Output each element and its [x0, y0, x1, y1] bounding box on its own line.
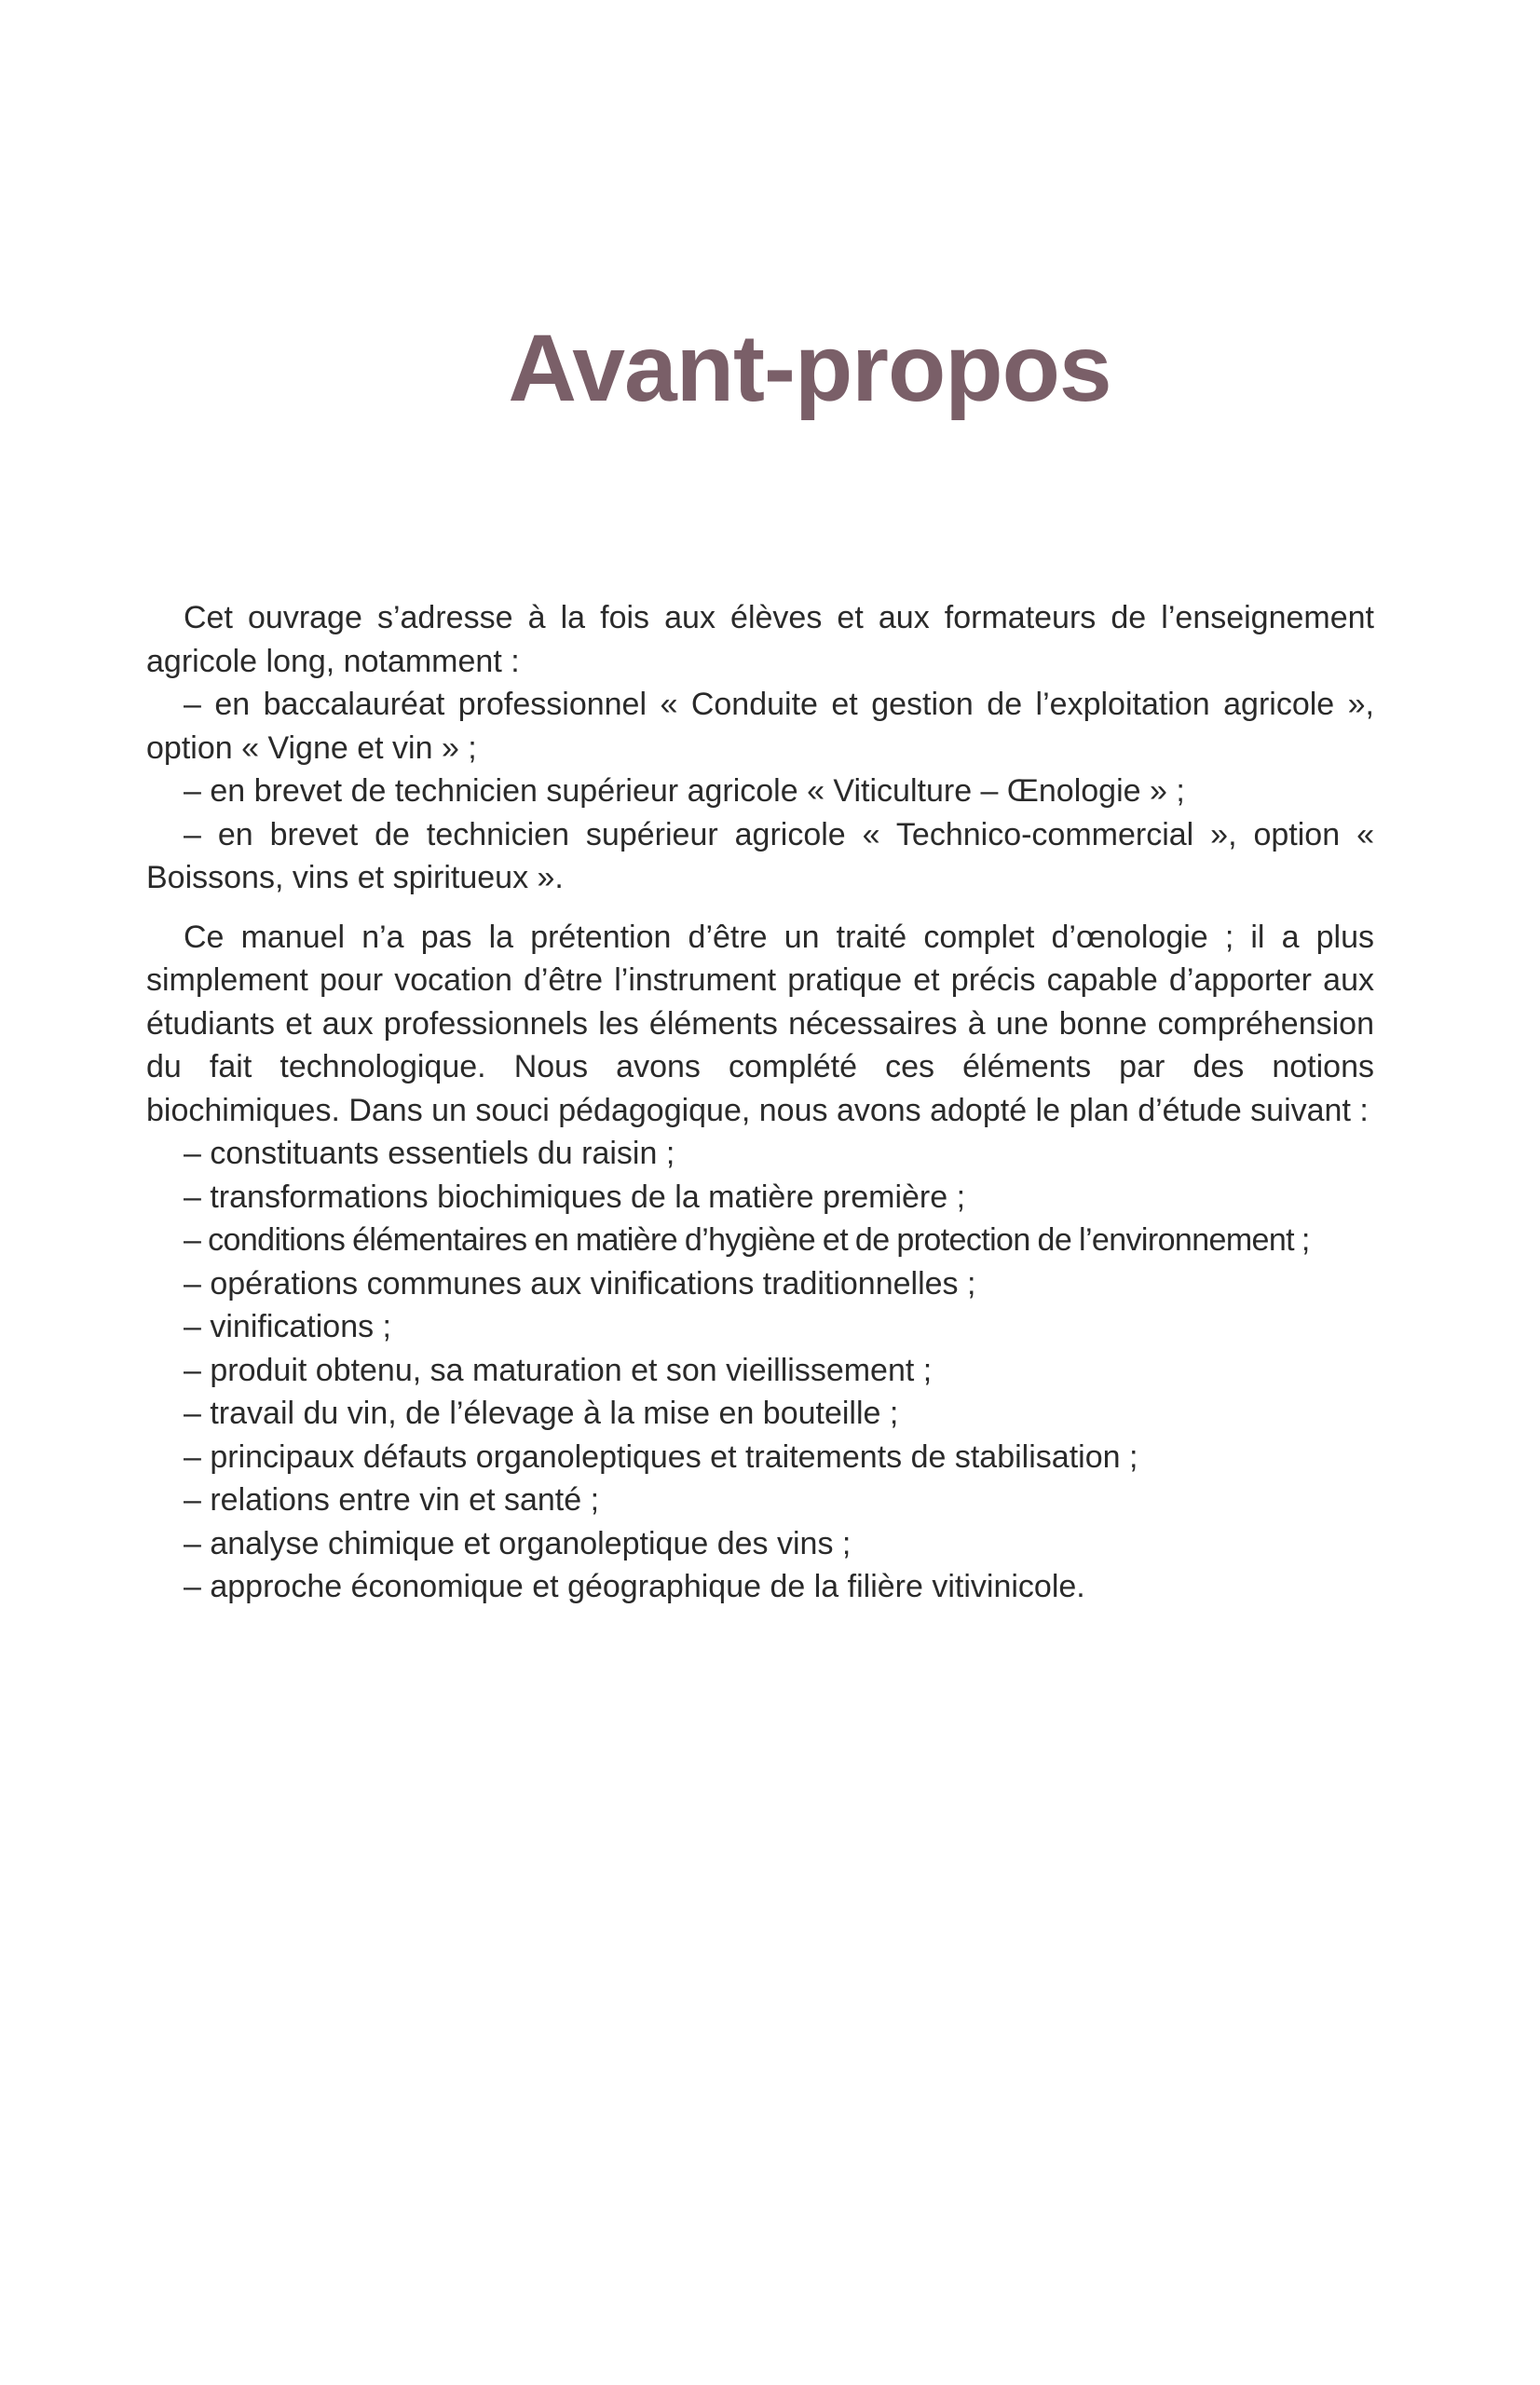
list-item: – relations entre vin et santé ; [184, 1482, 600, 1518]
list-item: – produit obtenu, sa maturation et son vieillissement ; [184, 1352, 933, 1388]
list-item: – constituants essentiels du raisin ; [184, 1136, 675, 1171]
list-item: – principaux défauts organoleptiques et traitements de stabilisation ; [184, 1438, 1138, 1475]
list-item: – vinifications ; [184, 1309, 391, 1344]
list-item: – en brevet de technicien supérieur agricole « Viticulture – Œnologie » ; [184, 773, 1185, 809]
plan-list [146, 1132, 1374, 1609]
list-item: – en baccalauréat professionnel « Conduite et gestion de l’exploitation agricole », option « Vigne et vin » ; [146, 687, 1374, 766]
programs-list [146, 683, 1374, 900]
list-item: – opérations communes aux vinifications traditionnelles ; [184, 1265, 976, 1302]
body-text [146, 596, 1374, 1609]
list-item: – analyse chimique et organoleptique des vins ; [184, 1525, 852, 1561]
list-item: – approche économique et géographique de la filière vitivinicole. [184, 1569, 1085, 1604]
manual-paragraph: Ce manuel n’a pas la prétention d’être un traité complet d’œnologie ; il a plus simplement pour vocation d’être l’instrument pratique et précis capable d’apporter aux étudiants et aux professionnels les éléments nécessaires à une bonne compréhension du fait technologique. Nous avons complété ces éléments par des notions biochimiques. Dans un souci pédagogique, nous avons adopté le plan d’étude suivant : [146, 919, 1374, 1128]
page-title: Avant-propos [508, 315, 1111, 421]
intro-paragraph: Cet ouvrage s’adresse à la fois aux élèves et aux formateurs de l’enseignement agricole long, notamment : [146, 600, 1374, 679]
list-item: – en brevet de technicien supérieur agricole « Technico-commercial », option « Boissons, vins et spiritueux ». [146, 816, 1374, 895]
list-item: – transformations biochimiques de la matière première ; [184, 1179, 966, 1215]
list-item: – travail du vin, de l’élevage à la mise en bouteille ; [184, 1396, 899, 1431]
list-item: – conditions élémentaires en matière d’hygiène et de protection de l’environnement ; [184, 1222, 1310, 1258]
